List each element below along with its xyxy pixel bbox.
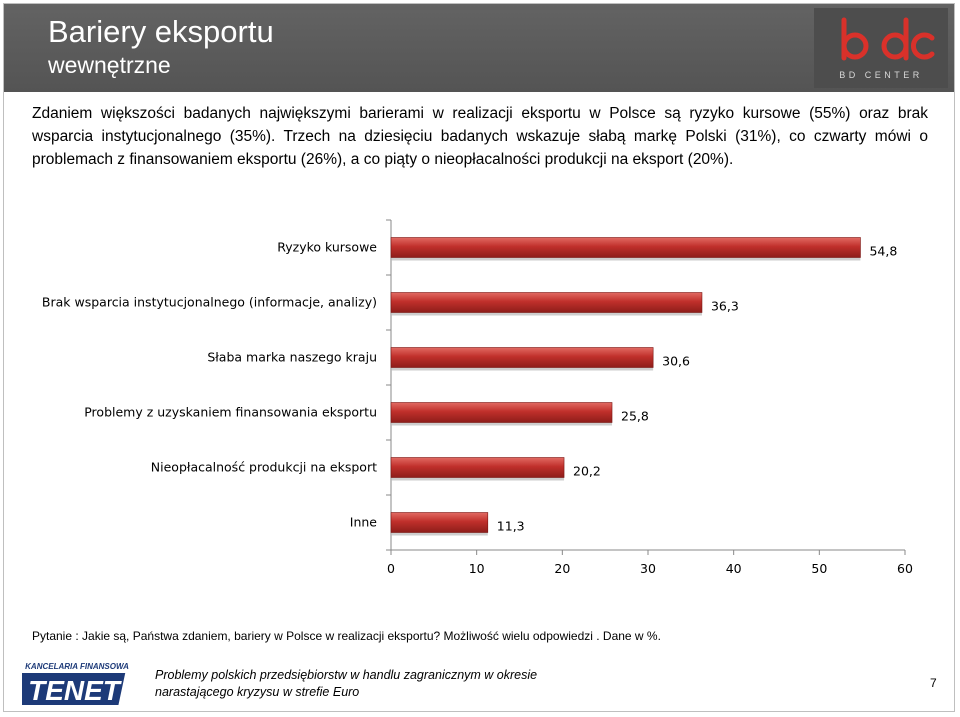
bar [391, 293, 702, 313]
data-label: 36,3 [710, 298, 739, 314]
bar-chart [0, 190, 960, 610]
category-label: Ryzyko kursowe [277, 239, 377, 255]
x-tick-label: 20 [554, 561, 571, 576]
bar [391, 238, 860, 258]
x-tick-label: 30 [640, 561, 656, 576]
bar [391, 403, 612, 423]
x-tick-label: 60 [897, 561, 913, 576]
data-label: 30,6 [662, 353, 690, 369]
header-bar [4, 4, 954, 92]
x-tick-label: 50 [811, 561, 828, 576]
x-tick-label: 40 [725, 561, 742, 576]
bdc-logo-text: BD CENTER [839, 70, 923, 80]
data-label: 11,3 [496, 518, 525, 534]
data-label: 25,8 [621, 408, 649, 424]
footer-line-1: Problemy polskich przedsiębiorstw w handlu zagranicznym w okresie [155, 668, 538, 682]
page-number: 7 [930, 676, 937, 690]
category-label: Problemy z uzyskaniem finansowania eksportu [84, 404, 377, 420]
bdc-logo [814, 8, 948, 88]
bar [391, 513, 488, 533]
x-tick-label: 10 [468, 561, 485, 576]
category-label: Słaba marka naszego kraju [207, 349, 377, 365]
tenet-logo [22, 660, 132, 708]
footer-line-2: narastającego kryzysu w strefie Euro [155, 685, 360, 699]
tenet-logo-caption: KANCELARIA FINANSOWA [25, 662, 129, 671]
footer-caption [155, 667, 537, 701]
x-tick-label: 0 [387, 561, 395, 576]
bar [391, 458, 564, 478]
survey-question: Pytanie : Jakie są, Państwa zdaniem, bariery w Polsce w realizacji eksportu? Możliwość wielu odpowiedzi . Dane w %. [32, 629, 661, 643]
intro-paragraph: Zdaniem większości badanych największymi barierami w realizacji eksportu w Polsce są ryzyko kursowe (55%) oraz brak wsparcia instytucjonalnego (35%). Trzech na dziesięciu badanych wskazuje słabą markę Polski (31%), co czwarty mówi o problemach z finansowaniem eksportu (26%), a co piąty o nieopłacalności produkcji na eksport (20%). [32, 105, 928, 168]
tenet-logo-word: TENET [28, 675, 120, 706]
bar [391, 348, 653, 368]
page-subtitle: wewnętrzne [48, 52, 171, 78]
category-label: Nieopłacalność produkcji na eksport [150, 459, 377, 475]
page-title: Bariery eksportu [48, 14, 274, 49]
data-label: 20,2 [573, 463, 601, 479]
data-label: 54,8 [869, 243, 898, 259]
category-label: Inne [349, 514, 377, 530]
category-label: Brak wsparcia instytucjonalnego (informacje, analizy) [41, 294, 377, 310]
